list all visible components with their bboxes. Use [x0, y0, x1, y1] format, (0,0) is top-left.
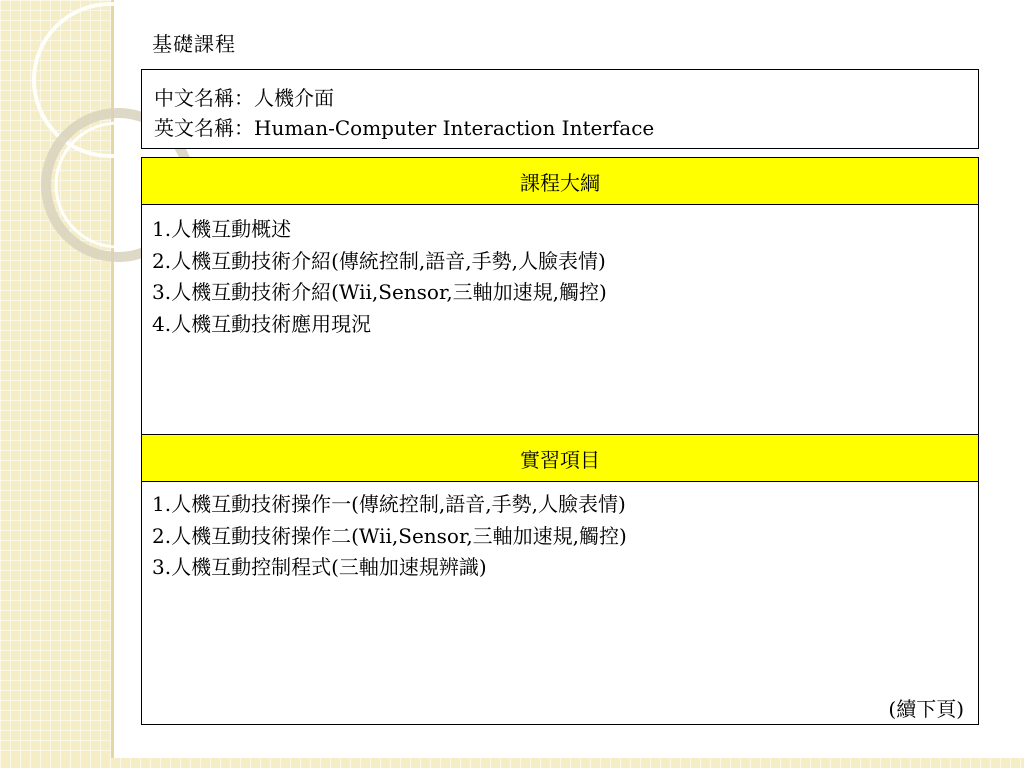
outline-heading: 課程大綱 — [142, 158, 978, 205]
slide-title: 基礎課程 — [152, 32, 236, 56]
list-item: 3.人機互動技術介紹(Wii,Sensor,三軸加速規,觸控) — [152, 280, 607, 304]
english-name: 英文名稱：Human-Computer Interaction Interface — [154, 116, 655, 140]
list-item: 3.人機互動控制程式(三軸加速規辨識) — [152, 555, 487, 579]
bottom-decorative-strip — [0, 758, 1024, 768]
practice-heading: 實習項目 — [142, 434, 978, 482]
continued-note: (續下頁) — [888, 697, 964, 721]
chinese-name: 中文名稱：人機介面 — [154, 86, 334, 110]
list-item: 1.人機互動概述 — [152, 217, 292, 241]
decorative-rings — [0, 0, 160, 300]
course-name-box — [141, 69, 979, 149]
list-item: 1.人機互動技術操作一(傳統控制,語音,手勢,人臉表情) — [152, 492, 626, 516]
outline-list — [152, 214, 607, 340]
list-item: 2.人機互動技術操作二(Wii,Sensor,三軸加速規,觸控) — [152, 523, 627, 548]
list-item: 2.人機互動技術介紹(傳統控制,語音,手勢,人臉表情) — [152, 248, 606, 273]
list-item: 4.人機互動技術應用現況 — [152, 311, 372, 336]
course-table — [141, 157, 979, 725]
practice-list — [152, 489, 627, 584]
